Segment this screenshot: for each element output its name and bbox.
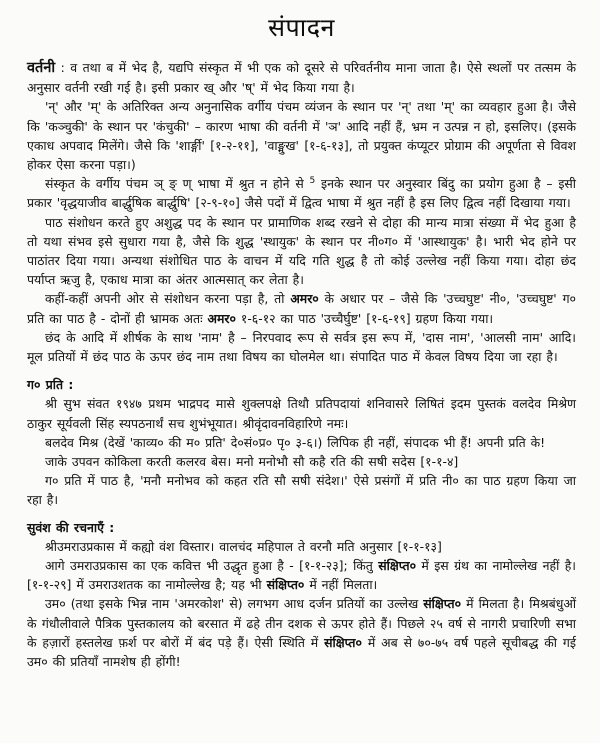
section-heading bbox=[27, 375, 576, 394]
text-segment: में अब से ७०-७५ वर्ष पहले सूचीबद्ध की गई उम० की प्रतियाँ नामशेष ही होंगी! bbox=[27, 634, 576, 670]
text-segment: श्री सुभ संवत १९४७ प्रथम भाद्रपद मासे शुक्लपक्षे तिथौ प्रतिपदायां शनिवासरे लिषितं इदम पुस्तकं वलदेव मिश्रेण ठाकुर सूर्यवली सिंह स्यपठनार्थं सच शुभंभूयात। श्रीवृंदावनविहारिणे नमः। bbox=[27, 396, 576, 431]
text-segment: 'न्' और 'म्' के अतिरिक्त अन्य अनुनासिक वर्गीय पंचम व्यंजन के स्थान पर 'न्' तथा 'म्' का व्यवहार हुआ है। जैसे कि 'कञ्चुकी' के स्थान पर 'कंचुकी' – कारण भाषा की वर्तनी में 'ञ' आदि नहीं हैं, भ्रम न उत्पन्न न हो, इसलिए। (इसके एकाध अपवाद मिलेंगे। जैसे कि 'शार्ङ्गी' [१-२-११], 'वाङ्मुख' [१-६-१३], तो प्रयुक्त कंप्यूटर प्रोग्राम की अपूर्णता से विवश होकर ऐसा करना पड़ा।) bbox=[27, 99, 576, 173]
text-segment: संस्कृत के वर्गीय पंचम ञ् ङ् ण् भाषा में श्रुत न होने से bbox=[45, 176, 310, 192]
text-segment: आगे उमराउप्रकास का एक कवित्त भी उद्धृत हुआ है - [१-१-२३]; किंतु bbox=[45, 558, 379, 574]
text-segment: उम० (तथा इसके भिन्न नाम 'अमरकोश' से) लगभग आध दर्जन प्रतियों का उल्लेख bbox=[45, 596, 424, 612]
text-segment: के अधार पर – जैसे कि 'उच्चघुष्ट' नी०, 'उच्चघुष्ट' ग० प्रति का पाठ है - दोनों ही भ्रामक अतः bbox=[27, 291, 576, 326]
text-segment: सुवंश की रचनाएँ : bbox=[27, 519, 115, 535]
text-segment: छंद के आदि में शीर्षक के साथ 'नाम' है – निरपवाद रूप से सर्वत्र इस रूप में, 'दास नाम', 'आलसी नाम' आदि। मूल प्रतियों में छंद पाठ के ऊपर छंद नाम तथा विषय का घोलमेल था। संपादित पाठ में केवल विषय दिया जा रहा है। bbox=[27, 329, 576, 365]
emphasized-text: संक्षिप्त० bbox=[423, 596, 462, 612]
paragraph bbox=[27, 394, 576, 432]
paragraph bbox=[27, 594, 576, 671]
paragraph bbox=[27, 471, 576, 509]
text-segment: बलदेव मिश्र (देखें 'काव्य० की म० प्रति' दे०सं०प्र० पृ० ३-६।) लिपिक ही नहीं, संपादक भी हैं! अपनी प्रति के! bbox=[45, 434, 546, 450]
emphasized-text: संक्षिप्त० bbox=[378, 558, 417, 574]
emphasized-text: अमर० bbox=[290, 291, 319, 307]
emphasized-text: संक्षिप्त० bbox=[324, 634, 362, 650]
document-body bbox=[27, 58, 576, 671]
text-segment: पाठ संशोधन करते हुए अशुद्ध पद के स्थान पर प्रामाणिक शब्द रखने से दोहा की मान्य मात्रा संख्या में भेद हुआ है तो यथा संभव इसे सुधारा गया है, जैसे कि शुद्ध 'स्थायुक' के स्थान पर नी०ग० में 'आस्थायुक' है। भारी भेद होने पर पाठांतर दिया गया। अन्यथा संशोधित पाठ के वाचन में यदि गति शुद्ध है तो कोई उल्लेख नहीं किया गया। दोहा छंद पर्याप्त ऋजु है, एकाध मात्रा का अंतर आत्मसात् कर लेता है। bbox=[27, 214, 576, 288]
section-heading bbox=[27, 518, 576, 537]
text-segment: ग० प्रति : bbox=[27, 377, 74, 393]
emphasized-text: संक्षिप्त० bbox=[266, 577, 305, 593]
text-segment: १-६-१२ का पाठ 'उच्चैर्घुष्ट' [१-६-१९] ग्रहण किया गया। bbox=[235, 310, 494, 326]
paragraph bbox=[27, 537, 576, 556]
page-title: संपादन bbox=[268, 13, 335, 42]
text-segment: श्रीउमराउप्रकास में कह्यो वंश विस्तार। वालचंद महिपाल ते वरनौ मति अनुसार [१-१-१३] bbox=[45, 538, 442, 554]
paragraph bbox=[27, 58, 576, 97]
paragraph bbox=[27, 556, 576, 594]
text-segment: में इस ग्रंथ का नामोल्लेख नहीं है। [१-१-२९] में उमराउशतक का नामोल्लेख है; यह भी bbox=[27, 558, 577, 593]
paragraph bbox=[27, 97, 576, 174]
paragraph bbox=[27, 452, 576, 471]
emphasized-text: अमर० bbox=[207, 310, 236, 326]
paragraph bbox=[27, 213, 576, 290]
text-segment: ग० प्रति में पाठ है, 'मनौ मनोभव को कहत रति सौ सषी संदेश।' ऐसे प्रसंगों में प्रति नी० का पाठ ग्रहण किया जा रहा है। bbox=[27, 473, 576, 508]
text-segment: में नहीं मिलता। bbox=[304, 577, 378, 593]
text-segment: कहीं-कहीं अपनी ओर से संशोधन करना पड़ा है, तो bbox=[45, 291, 291, 307]
text-segment: : व तथा ब में भेद है, यद्यपि संस्कृत में भी एक को दूसरे से परिवर्तनीय माना जाता है। ऐसे स्थलों पर तत्सम के अनुसार वर्तनी रखी गई है। इसी प्रकार ख् और 'ष्' में भेद किया गया है। bbox=[27, 60, 576, 96]
footnote-marker: 5 bbox=[309, 176, 316, 187]
emphasized-text: वर्तनी bbox=[27, 60, 56, 76]
paragraph bbox=[27, 328, 576, 366]
text-segment: जाके उपवन कोकिला करती कलरव बेस। मनो मनोभौ सौ कहै रति की सषी सदेस [१-१-४] bbox=[45, 454, 459, 470]
text-segment: इनके स्थान पर अनुस्वार बिंदु का प्रयोग हुआ है – इसी प्रकार 'वृद्धयाजीव बार्द्धुषिक बार्द्धुषि' [२-९-१०] जैसे पदों में द्वित्व भाषा में श्रुत नहीं है इस लिए द्वित्व नहीं दिखाया गया। bbox=[27, 176, 576, 211]
text-segment: में मिलता है। मिश्रबंधुओं के गंधौलीवाले पैत्रिक पुस्तकालय को बरसात में ढहे तीन दशक से ऊपर होते हैं। पिछले २५ वर्ष से नागरी प्रचारिणी सभा के हज़ारों हस्तलेख फ़र्श पर बोरों में बंद पड़े हैं। ऐसी स्थिति में bbox=[27, 596, 576, 650]
paragraph bbox=[27, 433, 576, 452]
paragraph bbox=[27, 289, 576, 327]
paragraph bbox=[27, 174, 576, 212]
